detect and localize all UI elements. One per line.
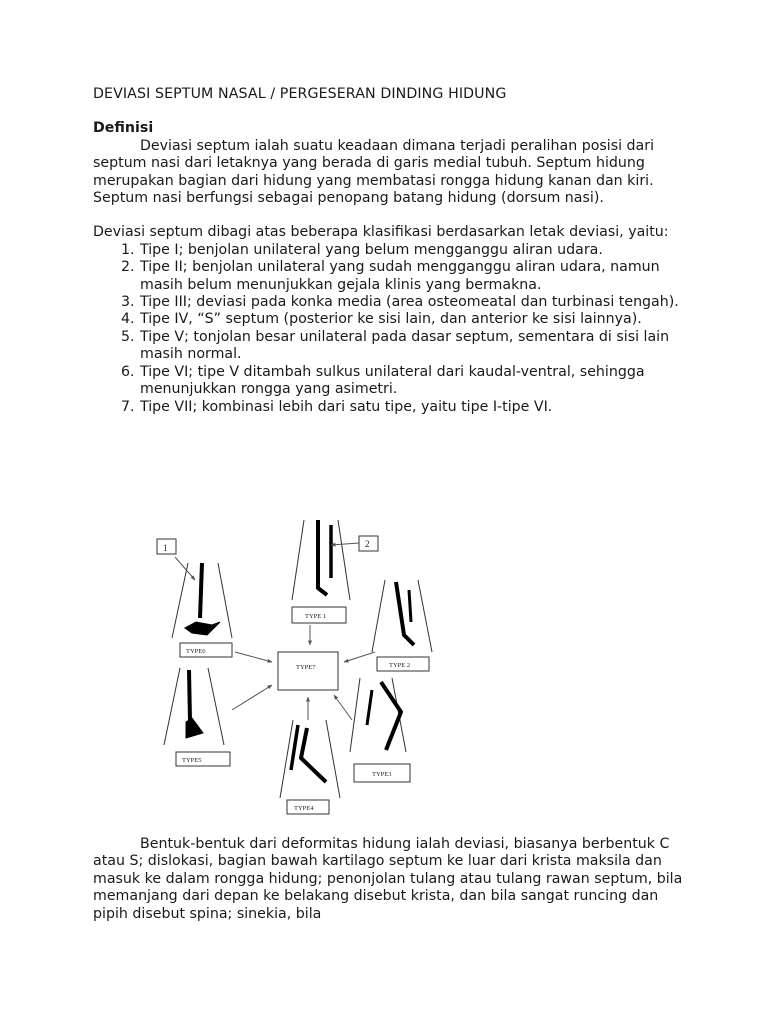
list-item: 6. Tipe VI; tipe V ditambah sulkus unilateral dari kaudal-ventral, sehingga menunjukkan rongga yang asimetri. xyxy=(139,364,693,399)
label-type3: TYPE3 xyxy=(372,771,392,778)
type3-diagram xyxy=(350,678,406,752)
type2-diagram xyxy=(372,580,432,652)
definition-heading: Definisi xyxy=(93,120,154,137)
list-item: 3. Tipe III; deviasi pada konka media (area osteomeatal dan turbinasi tengah). xyxy=(139,294,693,311)
callout-2: 2 xyxy=(365,539,370,549)
callout-1: 1 xyxy=(163,543,168,553)
list-item: 4. Tipe IV, “S” septum (posterior ke sisi lain, dan anterior ke sisi lainnya). xyxy=(139,311,693,328)
label-type1: TYPE 1 xyxy=(305,613,327,620)
label-type5: TYPE5 xyxy=(182,757,202,764)
deformity-paragraph: Bentuk-bentuk dari deformitas hidung ialah deviasi, biasanya berbentuk C atau S; dislokasi, bagian bawah kartilago septum ke luar dari krista maksila dan masuk ke dalam rongga hidung; penonjolan tulang atau tulang rawan septum, bila memanjang dari depan ke belakang disebut krista, dan bila sangat runcing dan pipih disebut spina; sinekia, bila xyxy=(93,836,683,922)
list-item: 1. Tipe I; benjolan unilateral yang belum mengganggu aliran udara. xyxy=(139,242,693,259)
definition-paragraph: Deviasi septum ialah suatu keadaan dimana terjadi peralihan posisi dari septum nasi dari letaknya yang berada di garis medial tubuh. Septum hidung merupakan bagian dari hidung yang membatasi rongga hidung kanan dan kiri. Septum nasi berfungsi sebagai penopang batang hidung (dorsum nasi). xyxy=(93,137,655,207)
classification-intro: Deviasi septum dibagi atas beberapa klasifikasi berdasarkan letak deviasi, yaitu: xyxy=(93,224,669,241)
label-type7: TYPE7 xyxy=(296,664,316,671)
label-type2: TYPE 2 xyxy=(389,662,411,669)
document-body xyxy=(93,86,693,416)
label-type6: TYPE6 xyxy=(186,648,206,655)
type6-diagram xyxy=(172,563,232,638)
septum-types-figure xyxy=(150,515,450,815)
list-item: 5. Tipe V; tonjolan besar unilateral pada dasar septum, sementara di sisi lain masih normal. xyxy=(139,329,693,364)
document-title: DEVIASI SEPTUM NASAL / PERGESERAN DINDING HIDUNG xyxy=(93,86,507,102)
type1-diagram xyxy=(292,520,350,600)
type5-diagram xyxy=(164,668,224,745)
type-list xyxy=(93,242,693,416)
type4-diagram xyxy=(280,720,340,798)
label-type4: TYPE4 xyxy=(294,805,314,812)
list-item: 7. Tipe VII; kombinasi lebih dari satu tipe, yaitu tipe I-tipe VI. xyxy=(139,399,693,416)
list-item: 2. Tipe II; benjolan unilateral yang sudah mengganggu aliran udara, namun masih belum menunjukkan gejala klinis yang bermakna. xyxy=(139,259,693,294)
